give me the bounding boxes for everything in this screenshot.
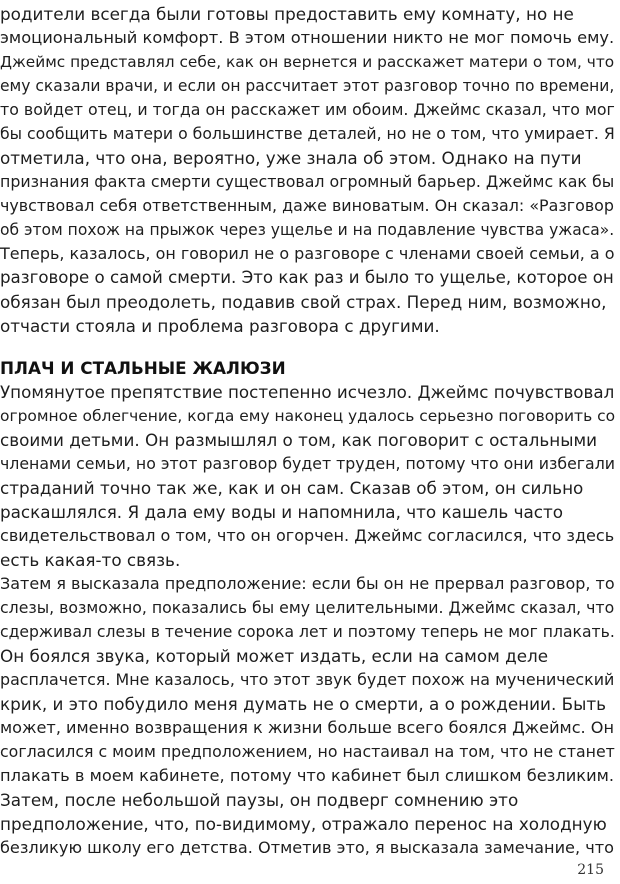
text-line: Затем я высказала предположение: если бы он не прервал разговор, то	[0, 574, 615, 593]
text-line: плакать в моем кабинете, потому что кабинет был слишком безликим.	[0, 766, 615, 785]
text-line: раскашлялся. Я дала ему воды и напомнила, что кашель часто	[0, 502, 564, 522]
text-line: крик, и это побудило меня думать не о смерти, а о рождении. Быть	[0, 694, 607, 714]
text-line: Джеймс представлял себе, как он вернется и расскажет матери о том, что	[0, 53, 615, 71]
text-line: расплачется. Мне казалось, что этот звук будет похож на мученический	[0, 670, 615, 689]
text-line: признания факта смерти существовал огромный барьер. Джеймс как бы	[0, 172, 615, 191]
text-line: разговоре о самой смерти. Это как раз и было то ущелье, которое он	[0, 268, 614, 287]
text-line: есть какая-то связь.	[0, 550, 181, 570]
text-line: об этом похож на прыжок через ущелье и на подавление чувства ужаса».	[0, 221, 615, 239]
text-line: членами семьи, но этот разговор будет труден, потому что они избегали	[0, 454, 616, 473]
text-line: родители всегда были готовы предоставить ему комнату, но не	[0, 4, 574, 24]
text-line: сдерживал слезы в течение сорока лет и поэтому теперь не мог плакать.	[0, 622, 615, 641]
text-line: безликую школу его детства. Отметив это, я высказала замечание, что	[0, 838, 614, 857]
text-line: отметила, что она, вероятно, уже знала об этом. Однако на пути	[0, 148, 582, 168]
text-line: согласился с моим предположением, но настаивал на том, что не станет	[0, 742, 615, 761]
page-number: 215	[577, 862, 604, 878]
text-line: своими детьми. Он размышлял о том, как поговорит с остальными	[0, 430, 598, 450]
text-line: отчасти стояла и проблема разговора с другими.	[0, 316, 440, 336]
text-line: свидетельствовал о том, что он огорчен. Джеймс согласился, что здесь	[0, 526, 615, 545]
text-line: Теперь, казалось, он говорил не о разговоре с членами своей семьи, а о	[0, 244, 615, 263]
text-line: Упомянутое препятствие постепенно исчезло. Джеймс почувствовал	[0, 382, 615, 402]
text-line: предположение, что, по-видимому, отражало перенос на холодную	[0, 814, 607, 834]
text-line: Он боялся звука, который может издать, если на самом деле	[0, 646, 549, 666]
text-line: может, именно возвращения к жизни больше всего боялся Джеймс. Он	[0, 718, 615, 737]
text-line: огромное облегчение, когда ему наконец удалось серьезно поговорить со	[0, 407, 616, 425]
text-line: эмоциональный комфорт. В этом отношении никто не мог помочь ему.	[0, 28, 615, 47]
text-line: бы сообщить матери о большинстве деталей, но не о том, что умирает. Я	[0, 124, 615, 143]
text-line: слезы, возможно, показались бы ему целительными. Джеймс сказал, что	[0, 598, 615, 617]
text-line: Затем, после небольшой паузы, он подверг сомнению это	[0, 790, 519, 810]
text-line: страданий точно так же, как и он сам. Сказав об этом, он сильно	[0, 478, 584, 498]
text-line: обязан был преодолеть, подавив свой страх. Перед ним, возможно,	[0, 292, 607, 312]
text-line: чувствовал себя ответственным, даже виноватым. Он сказал: «Разговор	[0, 196, 614, 215]
section-heading: ПЛАЧ И СТАЛЬНЫЕ ЖАЛЮЗИ	[0, 358, 286, 378]
text-line: ему сказали врачи, и если он рассчитает этот разговор точно по времени,	[0, 77, 615, 95]
text-line: то войдет отец, и тогда он расскажет им обоим. Джеймс сказал, что мог	[0, 100, 615, 119]
